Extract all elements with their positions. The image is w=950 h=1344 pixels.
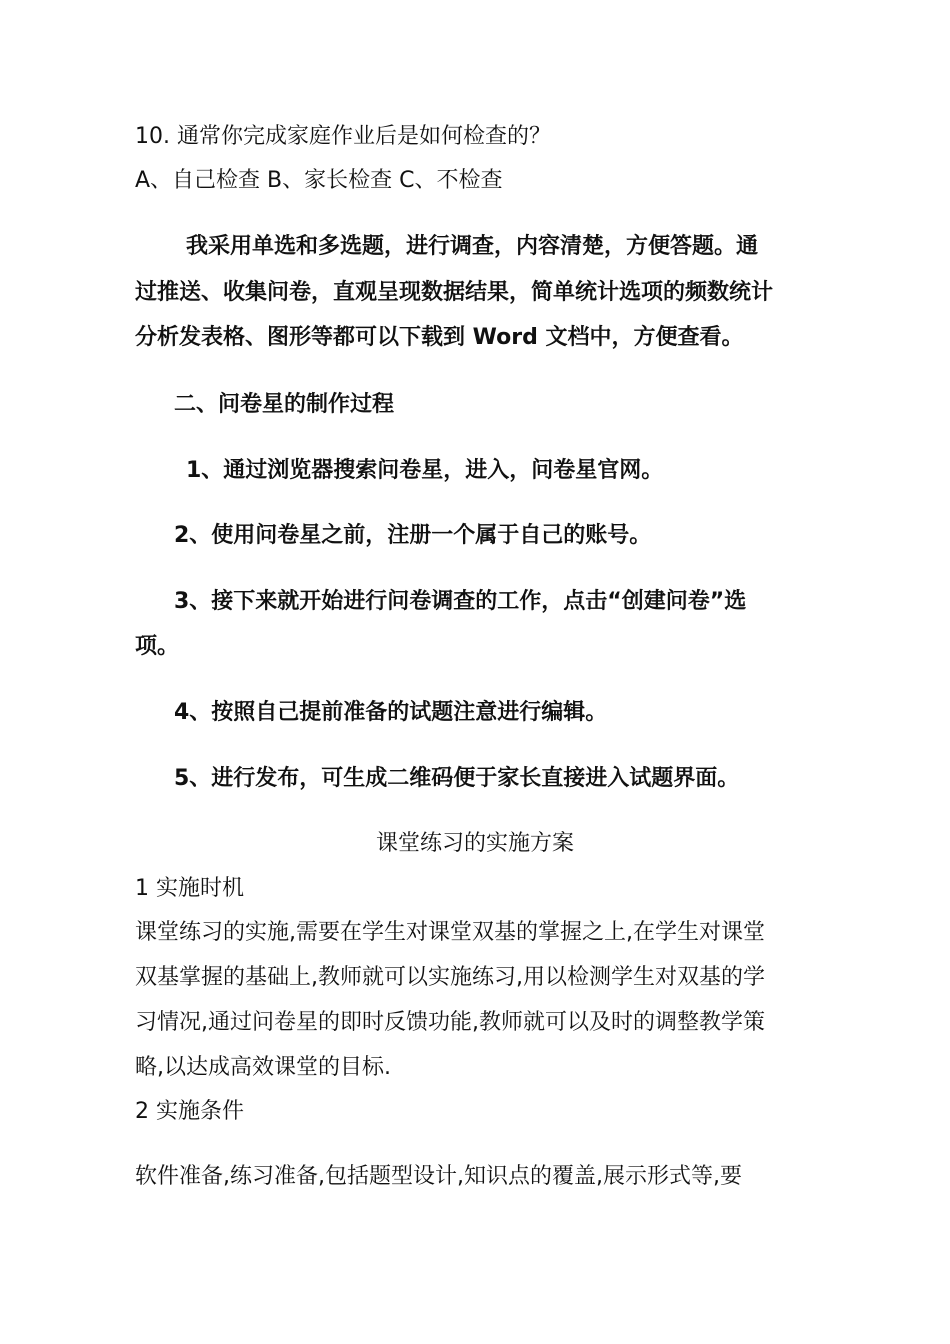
intro-line-3: 分析发表格、图形等都可以下载到 Word 文档中，方便查看。 (135, 325, 744, 350)
intro-line-1: 我采用单选和多选题，进行调查，内容清楚，方便答题。通 (186, 234, 759, 259)
plan-paragraph-2-line-1: 软件准备,练习准备,包括题型设计,知识点的覆盖,展示形式等,要 (135, 1164, 742, 1189)
plan-title: 课堂练习的实施方案 (375, 831, 574, 856)
step-2: 2、使用问卷星之前，注册一个属于自己的账号。 (174, 523, 652, 548)
plan-paragraph-1-line-3: 习情况,通过问卷星的即时反馈功能,教师就可以及时的调整教学策 (135, 1010, 765, 1035)
step-1: 1、通过浏览器搜索问卷星，进入，问卷星官网。 (186, 458, 664, 483)
plan-subheading-1: 1 实施时机 (135, 876, 244, 901)
plan-paragraph-1-line-4: 略,以达成高效课堂的目标. (135, 1055, 391, 1080)
intro-line-2: 过推送、收集问卷，直观呈现数据结果，简单统计选项的频数统计 (135, 280, 774, 305)
step-5: 5、进行发布，可生成二维码便于家长直接进入试题界面。 (174, 766, 740, 791)
step-4: 4、按照自己提前准备的试题注意进行编辑。 (174, 700, 608, 725)
question-options: A、自己检查 B、家长检查 C、不检查 (135, 168, 503, 193)
step-3-continued: 项。 (135, 634, 180, 659)
plan-paragraph-1-line-2: 双基掌握的基础上,教师就可以实施练习,用以检测学生对双基的学 (135, 965, 765, 990)
plan-paragraph-1-line-1: 课堂练习的实施,需要在学生对课堂双基的掌握之上,在学生对课堂 (135, 920, 765, 945)
question-title: 10. 通常你完成家庭作业后是如何检查的？ (135, 124, 551, 149)
section-heading: 二、问卷星的制作过程 (174, 392, 395, 417)
plan-subheading-2: 2 实施条件 (135, 1099, 244, 1124)
step-3: 3、接下来就开始进行问卷调查的工作，点击“创建问卷”选 (174, 589, 747, 614)
